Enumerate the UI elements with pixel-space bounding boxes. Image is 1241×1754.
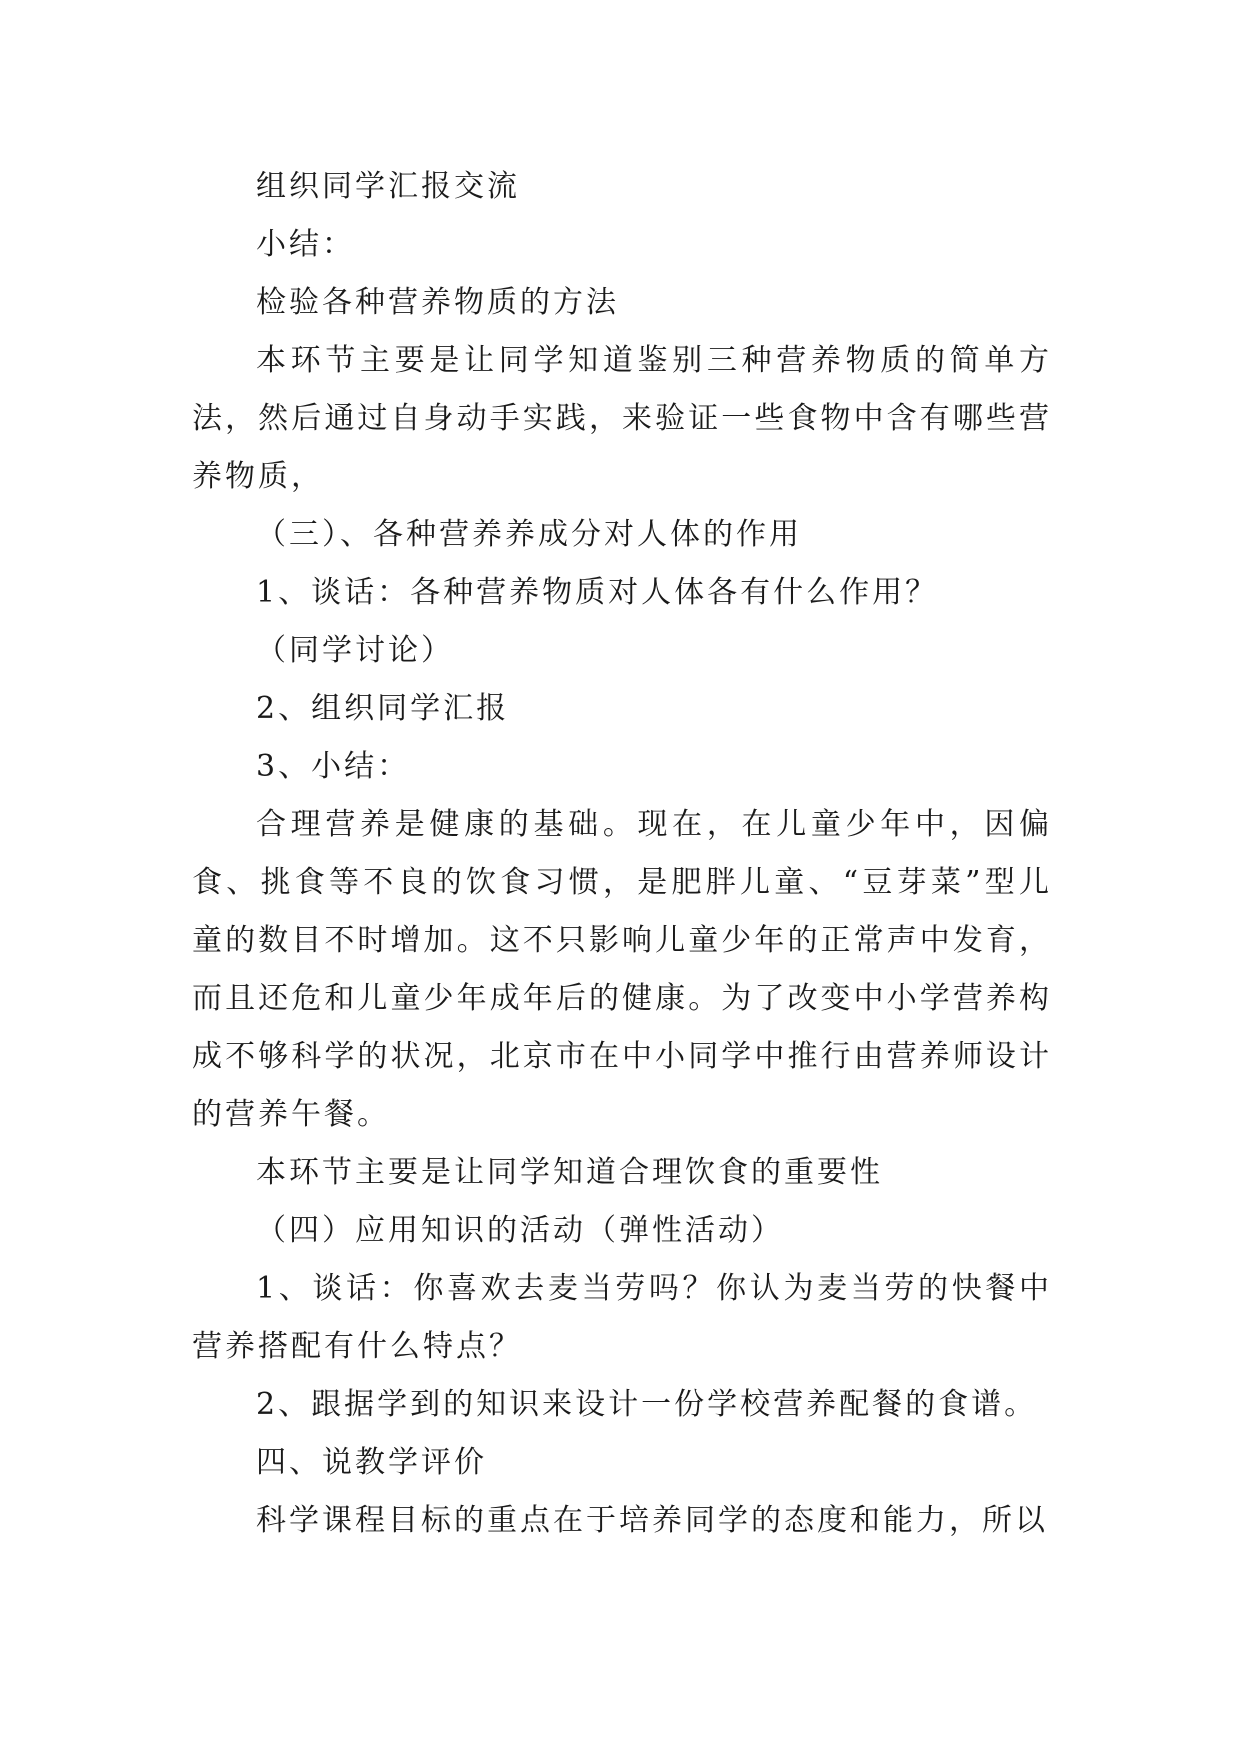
- paragraph-section-purpose-1: 本环节主要是让同学知道鉴别三种营养物质的简单方法，然后通过自身动手实践，来验证一些食物中含有哪些营养物质，: [192, 343, 1052, 494]
- paragraph-nutrition-basis: 合理营养是健康的基础。现在，在儿童少年中，因偏食、挑食等不良的饮食习惯，是肥胖儿童、“豆芽菜”型儿童的数目不时增加。这不只影响儿童少年的正常声中发育，而且还危和儿童少年成年后的健康。为了改变中小学营养构成不够科学的状况，北京市在中小同学中推行由营养师设计的营养午餐。: [192, 807, 1052, 1132]
- heading-section-three: （三）、各种营养养成分对人体的作用: [256, 517, 802, 552]
- heading-teaching-evaluation: 四、说教学评价: [256, 1445, 487, 1480]
- paragraph-course-goal: 科学课程目标的重点在于培养同学的态度和能力，所以: [256, 1503, 1048, 1538]
- paragraph-section-purpose-2: 本环节主要是让同学知道合理饮食的重要性: [256, 1155, 883, 1190]
- paragraph-report-exchange: 组织同学汇报交流: [256, 169, 520, 204]
- paragraph-organize-report: 2、组织同学汇报: [256, 691, 510, 726]
- paragraph-summary-3: 3、小结：: [256, 749, 411, 784]
- paragraph-student-discussion: （同学讨论）: [256, 633, 454, 668]
- paragraph-design-menu: 2、跟据学到的知识来设计一份学校营养配餐的食谱。: [256, 1387, 1038, 1422]
- paragraph-talk-mcdonalds: 1、谈话：你喜欢去麦当劳吗？你认为麦当劳的快餐中营养搭配有什么特点？: [192, 1271, 1052, 1364]
- paragraph-test-methods: 检验各种营养物质的方法: [256, 285, 619, 320]
- document-body: [192, 158, 1052, 1550]
- paragraph-summary-label: 小结：: [256, 227, 355, 262]
- paragraph-talk-1: 1、谈话：各种营养物质对人体各有什么作用？: [256, 575, 939, 610]
- heading-section-four: （四）应用知识的活动（弹性活动）: [256, 1213, 784, 1248]
